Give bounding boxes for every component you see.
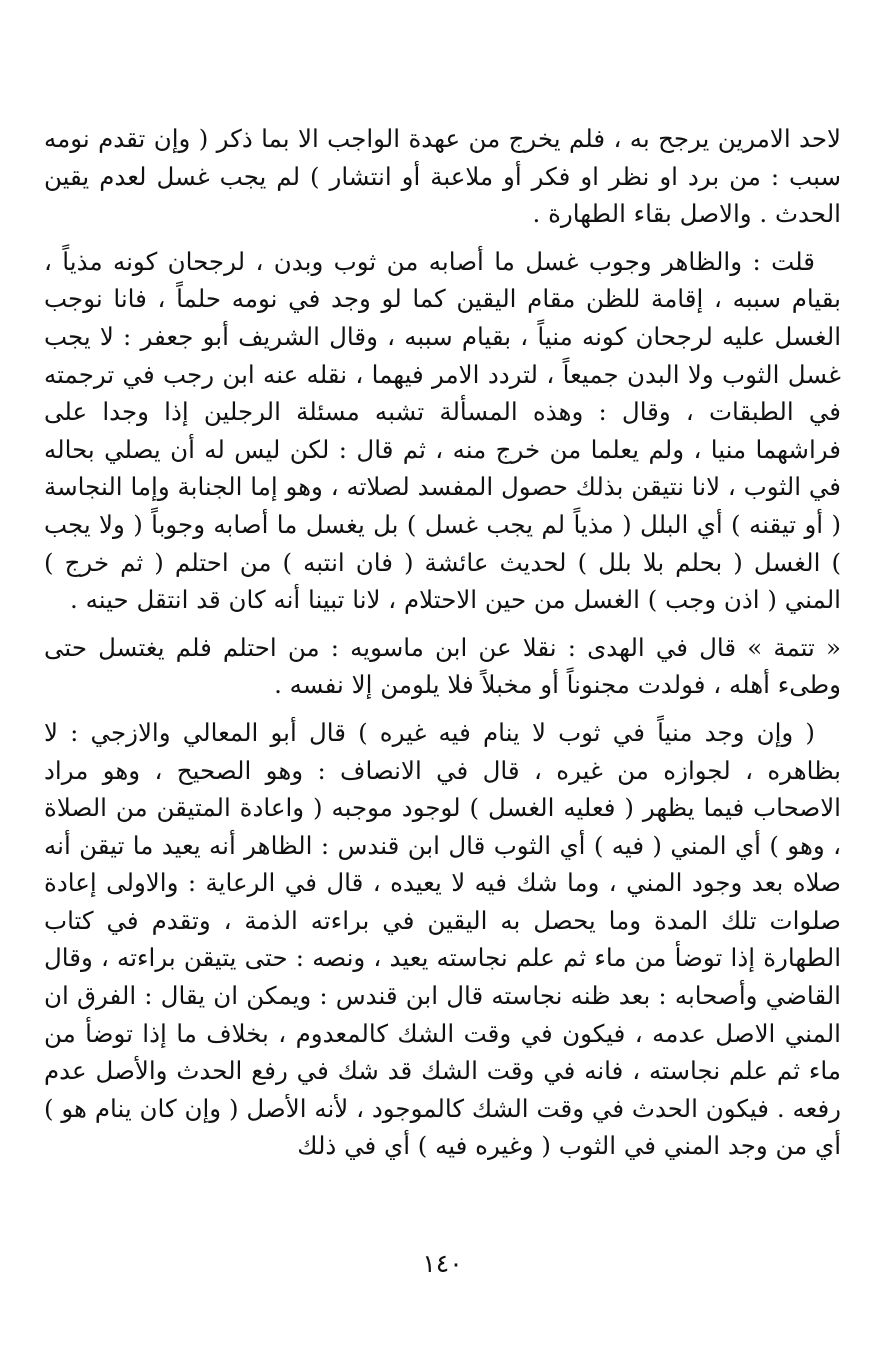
paragraph-1: لاحد الامرين يرجح به ، فلم يخرج من عهدة الواجب الا بما ذكر ( وإن تقدم نومه سبب : من برد او نظر او فكر أو ملاعبة أو انتشار ) لم يجب غسل لعدم يقين الحدث . والاصل بقاء الطهارة . [44, 124, 841, 229]
paragraph-2: قلت : والظاهر وجوب غسل ما أصابه من ثوب وبدن ، لرجحان كونه مذياً ، بقيام سببه ، إقامة للظن مقام اليقين كما لو وجد في نومه حلماً ، فانا نوجب الغسل عليه لرجحان كونه منياً ، بقيام سببه ، وقال الشريف أبو جعفر : لا يجب غسل الثوب ولا البدن جميعاً ، لتردد الامر فيهما ، نقله عنه ابن رجب في ترجمته في الطبقات ، وقال : وهذه المسألة تشبه مسئلة الرجلين إذا وجدا على فراشهما منيا ، ولم يعلما من خرج منه ، ثم قال : لكن ليس له أن يصلي بحاله في الثوب ، لانا نتيقن بذلك حصول المفسد لصلاته ، وهو إما الجنابة وإما النجاسة ( أو تيقنه ) أي البلل ( مذياً لم يجب غسل ) بل يغسل ما أصابه وجوباً ( ولا يجب ) الغسل ( بحلم بلا بلل ) لحديث عائشة ( فان انتبه ) من احتلم ( ثم خرج ) المني ( اذن وجب ) الغسل من حين الاحتلام ، لانا تبينا أنه كان قد انتقل حينه . [44, 246, 841, 615]
paragraph-3-tatimma: « تتمة » قال في الهدى : نقلا عن ابن ماسويه : من احتلم فلم يغتسل حتى وطىء أهله ، فولدت مجنوناً أو مخبلاً فلا يلومن إلا نفسه . [44, 632, 841, 700]
page-number: ١٤٠ [422, 1249, 463, 1278]
paragraph-4: ( وإن وجد منياً في ثوب لا ينام فيه غيره ) قال أبو المعالي والازجي : لا بظاهره ، لجوازه من غيره ، قال في الانصاف : وهو الصحيح ، وهو مراد الاصحاب فيما يظهر ( فعليه الغسل ) لوجود موجبه ( واعادة المتيقن من الصلاة ، وهو ) أي المني ( فيه ) أي الثوب قال ابن قندس : الظاهر أنه يعيد ما تيقن أنه صلاه بعد وجود المني ، وما شك فيه لا يعيده ، قال في الرعاية : والاولى إعادة صلوات تلك المدة وما يحصل به اليقين في براءته الذمة ، وتقدم في كتاب الطهارة إذا توضأ من ماء ثم علم نجاسته يعيد ، ونصه : حتى يتيقن براءته ، وقال القاضي وأصحابه : بعد ظنه نجاسته قال ابن قندس : ويمكن ان يقال : الفرق ان المني الاصل عدمه ، فيكون في وقت الشك كالمعدوم ، بخلاف ما إذا توضأ من ماء ثم علم نجاسته ، فانه في وقت الشك قد شك في رفع الحدث والأصل عدم رفعه . فيكون الحدث في وقت الشك كالموجود ، لأنه الأصل ( وإن كان ينام هو ) أي من وجد المني في الثوب ( وغيره فيه ) أي في ذلك [44, 717, 841, 1161]
page-body [44, 120, 841, 1165]
